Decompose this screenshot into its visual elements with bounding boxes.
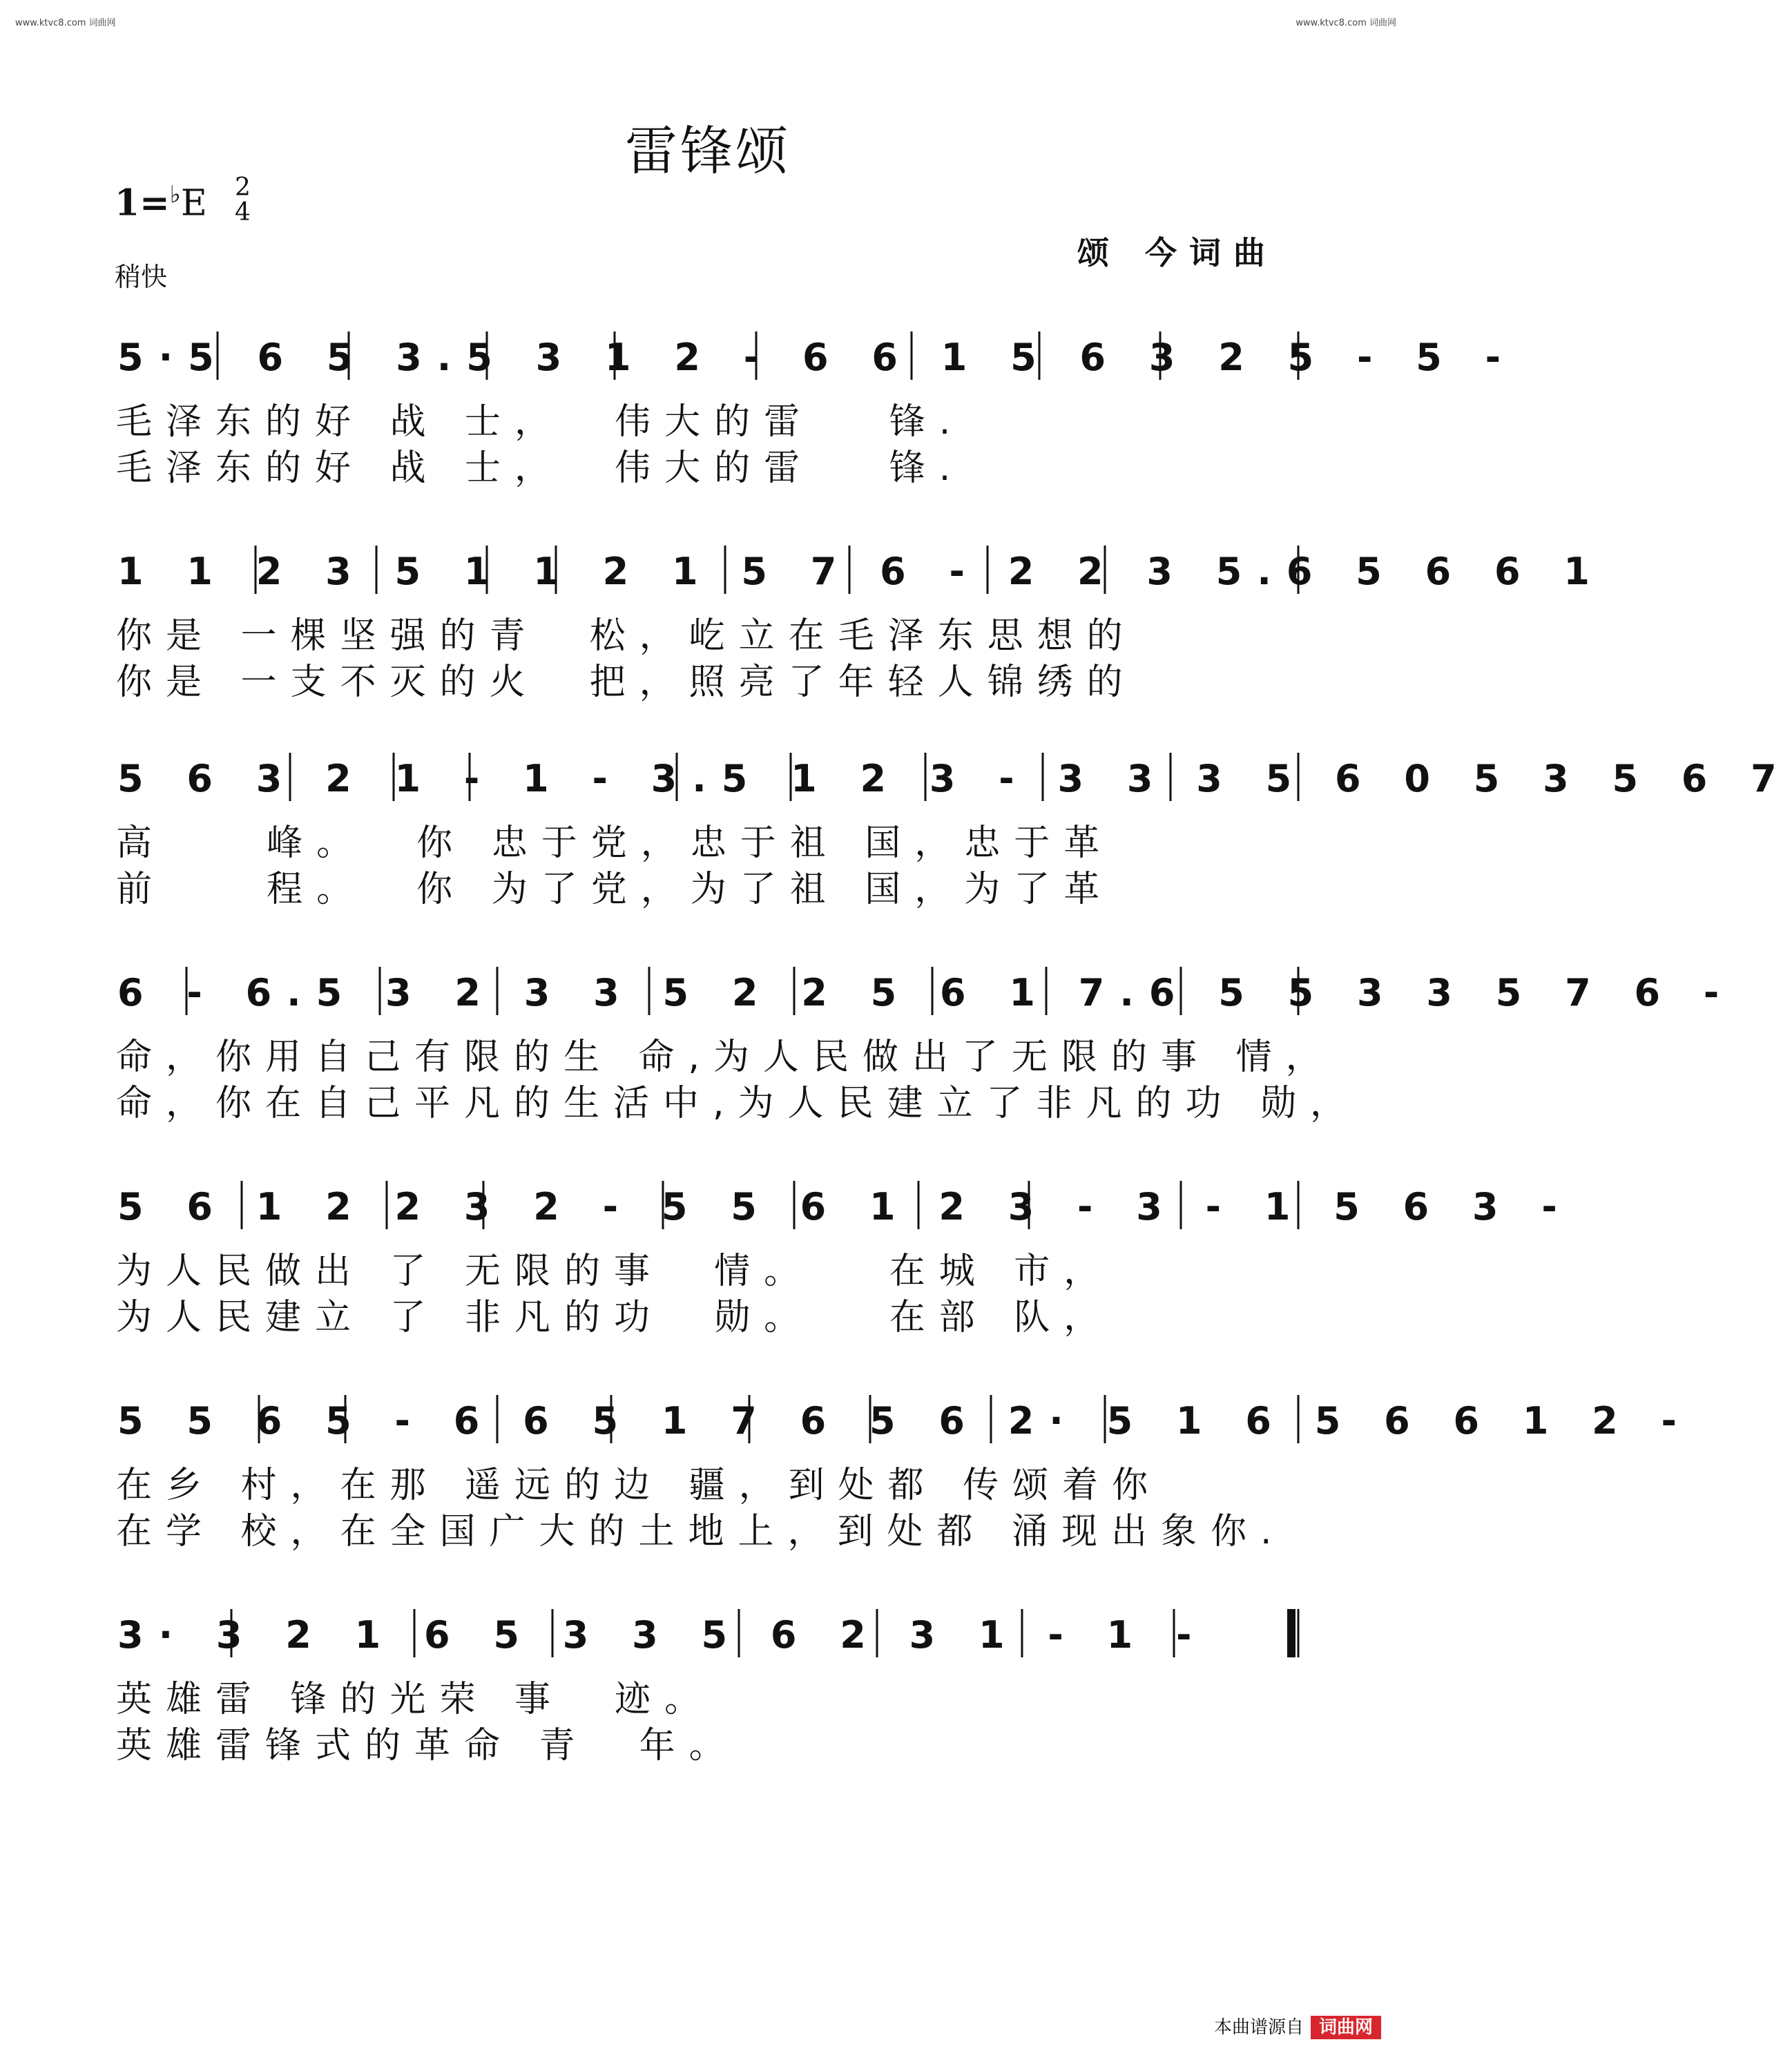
lyric-verse-2: 英雄雷锋式的革命 青 年。 [116, 1725, 739, 1766]
lyric-verse-2: 毛泽东的好 战 士， 伟大的雷 锋. [116, 447, 965, 489]
lyric-verse-2: 你是 一支不灭的火 把，照亮了年轻人锦绣的 [116, 662, 1137, 703]
lyric-verse-1: 为人民做出 了 无限的事 情。 在城 市， [116, 1251, 1114, 1292]
composer-credit: 颂 今词曲 [1077, 234, 1278, 271]
lyric-verse-2: 在学 校，在全国广大的土地上，到处都 涌现出象你. [116, 1511, 1286, 1552]
lyric-verse-1: 你是 一棵坚强的青 松，屹立在毛泽东思想的 [116, 615, 1137, 657]
notation-row [104, 1374, 1692, 1450]
time-signature [235, 175, 251, 225]
notation-row [104, 525, 1605, 601]
notation-row [104, 1588, 1298, 1664]
final-barline [1287, 1609, 1295, 1657]
note-sequence: 5·5 6 5 3.5 3 1 2 - 6 6 1 5 6 3 2 5 - 5 - [117, 336, 1516, 379]
note-sequence: 6 - 6.5 3 2 3 3 5 2 2 5 6 1 7.6 5 5 3 3 5 7 6 - [117, 971, 1735, 1014]
note-sequence: 1 1 2 3 5 1 1 2 1 5 7 6 - 2 2 3 5.6 5 6 6 1 [117, 550, 1605, 593]
flat-symbol: ♭ [169, 181, 181, 209]
lyric-verse-2: 为人民建立 了 非凡的功 勋。 在部 队， [116, 1297, 1114, 1338]
note-sequence: 5 5 6 5 - 6 6 5 1 7 6 5 6 2· 5 1 6 5 6 6 1 2 - [117, 1399, 1692, 1443]
notation-row [104, 946, 1735, 1022]
meter-top: 2 [235, 173, 251, 202]
key-signature [115, 181, 207, 224]
lyric-verse-1: 英雄雷 锋的光荣 事 迹。 [116, 1679, 715, 1720]
note-sequence: 3· 3 2 1 6 5 3 3 5 6 2 3 1 - 1 - [117, 1613, 1207, 1657]
meter-bottom: 4 [235, 198, 251, 227]
key-prefix: 1= [115, 182, 170, 224]
notation-row [104, 732, 1792, 808]
lyric-verse-1: 毛泽东的好 战 士， 伟大的雷 锋. [116, 401, 965, 443]
footer-source: 本曲谱源自 [1213, 2017, 1304, 2038]
lyric-verse-1: 高 峰。 你 忠于党，忠于祖 国，忠于革 [116, 822, 1114, 864]
key-note: E [180, 182, 207, 224]
footer-brand: 词曲网 [1311, 2016, 1381, 2039]
song-title: 雷锋颂 [625, 120, 791, 182]
lyric-verse-2: 前 程。 你 为了党，为了祖 国，为了革 [116, 869, 1114, 910]
notation-row [104, 311, 1516, 387]
lyric-verse-1: 命，你用自己有限的生 命,为人民做出了无限的事 情， [116, 1037, 1336, 1078]
footer [1214, 2013, 1381, 2039]
lyric-verse-1: 在乡 村，在那 遥远的边 疆，到处都 传颂着你 [116, 1465, 1162, 1506]
site-header-left: www.ktvc8.com 词曲网 [15, 18, 116, 28]
note-sequence: 5 6 1 2 2 3 2 - 5 5 6 1 2 3 - 3 - 1 5 6 3 - [117, 1185, 1572, 1229]
tempo-marking: 稍快 [115, 262, 168, 292]
site-header-right: www.ktvc8.com 词曲网 [1295, 18, 1396, 28]
notation-row [104, 1160, 1572, 1236]
lyric-verse-2: 命，你在自己平凡的生活中,为人民建立了非凡的功 勋， [116, 1083, 1360, 1124]
note-sequence: 5 6 3 2 1 - 1 - 3.5 1 2 3 - 3 3 3 5 6 0 5 3 5 6 7 [117, 757, 1792, 800]
